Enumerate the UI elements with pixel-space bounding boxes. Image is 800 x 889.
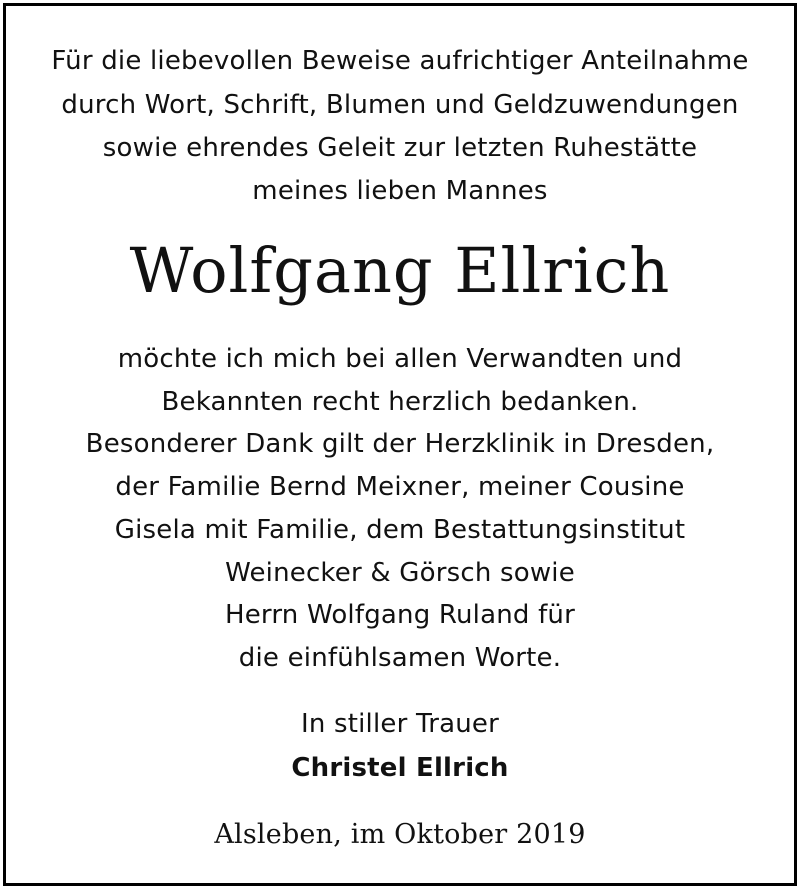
- thanks-line: Weinecker & Görsch sowie: [225, 558, 575, 588]
- thanks-line: Herrn Wolfgang Ruland für: [224, 600, 575, 630]
- thanks-line: Besonderer Dank gilt der Herzklinik in Dresden,: [85, 429, 715, 459]
- deceased-name: Wolfgang Ellrich: [129, 234, 671, 307]
- intro-line: Für die liebevollen Beweise aufrichtiger Anteilnahme: [51, 46, 749, 76]
- place-date: Alsleben, im Oktober 2019: [214, 819, 586, 850]
- thanks-line: der Familie Bernd Meixner, meiner Cousine: [115, 472, 685, 502]
- thanks-line: die einfühlsamen Worte.: [238, 643, 562, 673]
- obituary-notice: [3, 3, 797, 886]
- intro-line: durch Wort, Schrift, Blumen und Geldzuwendungen: [61, 90, 739, 120]
- thanks-line: Gisela mit Familie, dem Bestattungsinstitut: [114, 515, 686, 545]
- intro-line: sowie ehrendes Geleit zur letzten Ruhestätte: [102, 133, 698, 163]
- thanks-line: möchte ich mich bei allen Verwandten und: [117, 344, 683, 374]
- mourning-phrase: In stiller Trauer: [300, 709, 500, 739]
- signer-name: Christel Ellrich: [291, 753, 509, 783]
- intro-line: meines lieben Mannes: [252, 176, 548, 206]
- thanks-line: Bekannten recht herzlich bedanken.: [161, 387, 639, 417]
